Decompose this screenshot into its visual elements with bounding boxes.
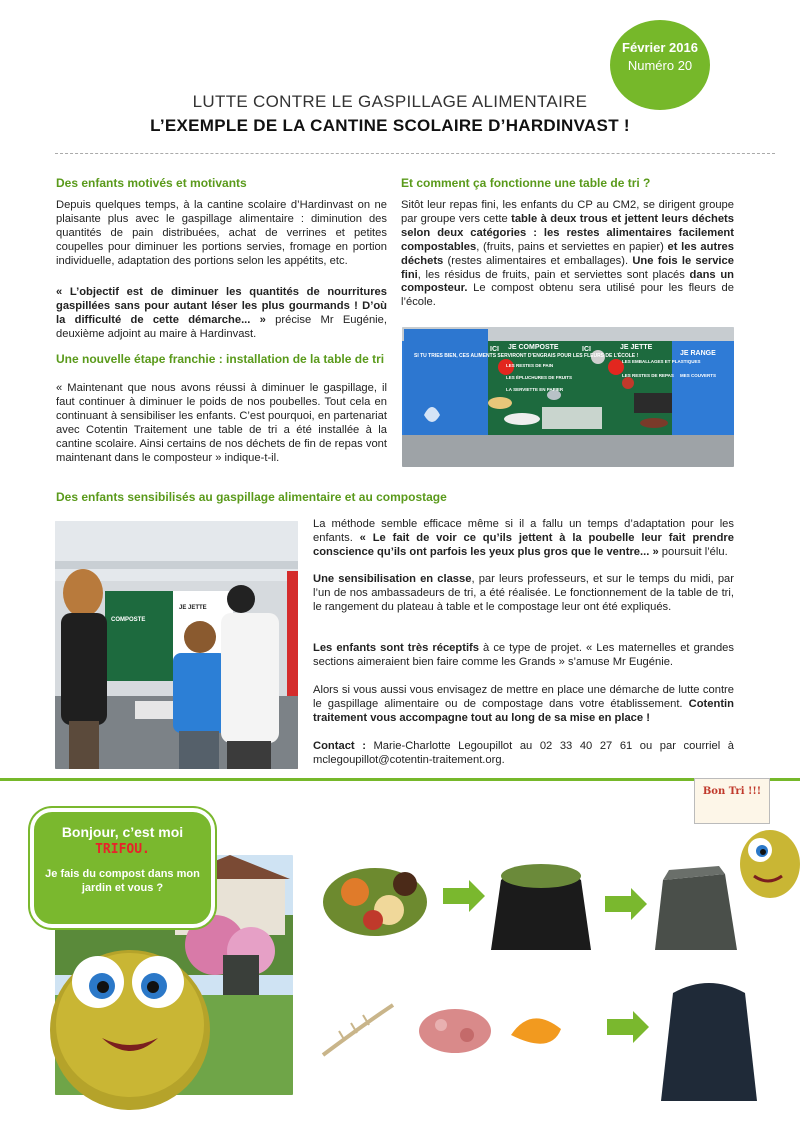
compost-item-2: LES ÉPLUCHURES DE FRUITS [506, 375, 573, 380]
section-text-sensitized-1: La méthode semble efficace même si il a fallu un temps d’adaptation pour les enfants. « Le fait de voir ce qu’ils jettent à la poubelle leur fait prendre conscience qu’ils ont parfois les yeux plus gros que le ventre... » poursuit l’élu. [313, 518, 734, 558]
bon-tri-sign [694, 778, 770, 824]
mascot-hello: Bonjour, c’est moi [61, 824, 184, 840]
arrow-icon-1 [443, 880, 485, 912]
header-divider [55, 153, 775, 154]
sign-ici-left: ICI [490, 346, 499, 353]
compost-sequence-bottom [315, 965, 795, 1105]
section-text-motives: Depuis quelques temps, à la cantine scolaire d’Hardinvast on ne plaisante plus avec le gaspillage alimentaire : diminution des quantités de pain distribuées, achat de verrines et petites coupelles pour diminuer les portions servies, fromage en portion individuelle, adaptation des portions selon les appétits, etc. [56, 199, 387, 267]
section-title-sensitized: Des enfants sensibilisés au gaspillage alimentaire et au compostage [56, 490, 447, 504]
bon-tri-text: Bon Tri !!! [702, 786, 762, 797]
sign-ici-right: ICI [582, 346, 591, 353]
range-item-1: MES COUVERTS [680, 373, 717, 378]
sign-je-range: JE RANGE [680, 350, 716, 357]
sign-je-composte: JE COMPOSTE [508, 344, 559, 351]
issue-date: Février 2016 [622, 40, 698, 55]
title-line-1: LUTTE CONTRE LE GASPILLAGE ALIMENTAIRE [192, 92, 588, 111]
kids-sign-jette: JE JETTE [179, 605, 207, 611]
mascot-name: TRIFOU. [95, 842, 150, 857]
section-text-new-step: « Maintenant que nous avons réussi à diminuer le gaspillage, il faut continuer à diminuer le poids de nos poubelles. Tout cela en continuant à sensibiliser les enfants. C’est pourquoi, en partenariat avec Cotentin Traitement une table de tri a été installée à la cantine scolaire. Ainsi certains de nos déchets de fin de repas vont maintenant dans le composteur » indique-t-il. [56, 382, 387, 464]
compost-item-3: LA SERVIETTE EN PAPIER [506, 387, 564, 392]
contact-text: Marie-Charlotte Legoupillot au 02 33 40 27 61 ou par courriel à mclegoupillot@cotentin-traitement.org. [313, 740, 734, 766]
arrow-icon-3 [607, 1011, 649, 1043]
kids-sign-composte: COMPOSTE [111, 617, 146, 623]
children-illustration [55, 521, 298, 769]
household-waste-bag-image [661, 983, 757, 1101]
compost-sequence-top [315, 840, 795, 950]
mascot-speech-bubble [30, 808, 215, 928]
section-title-how: Et comment ça fonctionne une table de tri ? [401, 176, 651, 190]
composter-bin-image [655, 866, 737, 950]
issue-number: Numéro 20 [627, 58, 693, 73]
section-title-motives: Des enfants motivés et motivants [56, 176, 247, 190]
section-text-how: Sitôt leur repas fini, les enfants du CP au CM2, se dirigent groupe par groupe vers cette table à deux trous et jettent leurs déchets selon deux catégories : les restes alimentaires facilement compostables, (fruits, pains et serviettes en papier) et les autres déchets (restes alimentaires et emballages). Une fois le service fini, les résidus de fruits, pain et serviettes sont placés dans un composteur. Le compost obtenu sera utilisé pour les fleurs de l’école. [401, 199, 735, 309]
quote-text: « L’objectif est de diminuer les quantités de nourritures gaspillées sans pour autant léser les plus gourmands ! D’où la difficulté de cette démarche... » [56, 286, 387, 326]
bottom-divider [0, 778, 800, 781]
fish-bone-image [323, 1005, 393, 1055]
trash-item-1: LES EMBALLAGES ET PLASTIQUES [622, 359, 701, 364]
children-sorting-photo [55, 521, 298, 769]
sign-je-jette: JE JETTE [620, 344, 653, 351]
sorting-table-photo [402, 327, 734, 467]
page-title [120, 92, 660, 136]
contact-label: Contact : [313, 740, 366, 752]
green-waste-bag-image [491, 864, 591, 950]
mascot-line: Je fais du compost dans mon jardin et vous ? [45, 868, 200, 894]
trash-item-2: LES RESTES DE REPAS [622, 373, 674, 378]
sorting-table-illustration [402, 327, 734, 467]
section-text-sensitized-3: Les enfants sont très réceptifs à ce type de projet. « Les maternelles et grandes sections aimeraient bien faire comme les Grands » s’amuse Mr Eugénie. [313, 642, 734, 668]
title-line-2: L’EXEMPLE DE LA CANTINE SCOLAIRE D’HARDINVAST ! [150, 116, 630, 135]
mascot-small [730, 820, 800, 900]
arrow-icon-2 [605, 888, 647, 920]
food-scraps-image [323, 868, 427, 936]
orange-peel-image [511, 1018, 561, 1043]
mascot-trifou [40, 920, 220, 1120]
contact-paragraph [313, 740, 734, 768]
section-title-new-step: Une nouvelle étape franchie : installation de la table de tri [56, 352, 385, 366]
sorting-table-left-text: SI TU TRIES BIEN, CES ALIMENTS SERVIRONT D’ENGRAIS POUR LES FLEURS DE L’ÉCOLE ! [414, 353, 639, 359]
section-text-sensitized-2: Une sensibilisation en classe, par leurs professeurs, et sur le temps du midi, par l’un de nos ambassadeurs de tri, a été réalisée. Le fonctionnement de la table de tri, le rangement du plateau à table et le compostage leur ont été expliqués. [313, 573, 734, 613]
compost-item-1: LES RESTES DE PAIN [506, 363, 554, 368]
section-text-sensitized-4: Alors si vous aussi vous envisagez de mettre en place une démarche de lutte contre le gaspillage alimentaire ou de compostage dans votre établissement. Cotentin traitement vous accompagne tout au long de sa mise en place ! [313, 684, 734, 724]
meat-scraps-image [419, 1009, 491, 1053]
quote-paragraph: « L’objectif est de diminuer les quantités de nourritures gaspillées sans pour autant léser les plus gourmands ! D’où la difficulté de cette démarche... » précise Mr Eugénie, deuxième adjoint au maire à Hardinvast. [56, 286, 387, 340]
